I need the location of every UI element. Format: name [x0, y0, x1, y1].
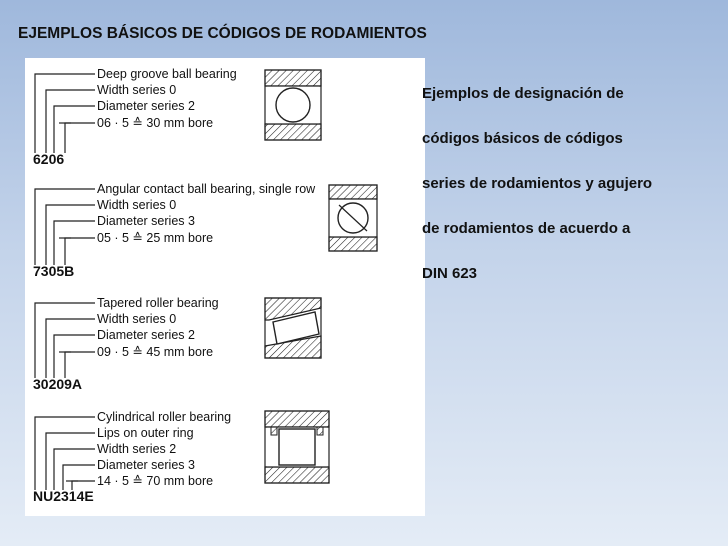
example-30209a-diameter-label: Diameter series 2 [97, 328, 195, 342]
example-nu2314e-width-label: Width series 2 [97, 442, 177, 456]
example-nu2314e-lips-label: Lips on outer ring [97, 426, 194, 440]
leader-line [54, 449, 95, 490]
description-line: series de rodamientos y agujero [422, 175, 653, 192]
angular-contact-ball-bearing-icon [329, 185, 377, 251]
leader-line [46, 205, 95, 265]
leader-line [54, 221, 95, 265]
leader-line [65, 352, 95, 378]
deep-groove-ball-bearing-icon [265, 70, 321, 140]
cylindrical-roller-bearing-icon [265, 411, 329, 483]
example-6206-diameter-label: Diameter series 2 [97, 99, 195, 113]
example-30209a-bore-label: 09 · 5 ≙ 45 mm bore [97, 345, 214, 359]
example-6206-type-label: Deep groove ball bearing [97, 67, 237, 81]
description-line: DIN 623 [422, 265, 478, 282]
example-6206-bore-label: 06 · 5 ≙ 30 mm bore [97, 116, 214, 130]
example-nu2314e [35, 417, 95, 490]
bearing-code-diagram [25, 58, 425, 516]
description-line: códigos básicos de códigos [422, 130, 623, 147]
leader-line [46, 319, 95, 378]
tapered-roller-bearing-icon [265, 298, 321, 358]
example-nu2314e-diameter-label: Diameter series 3 [97, 458, 195, 472]
example-7305b-width-label: Width series 0 [97, 198, 177, 212]
description-line: Ejemplos de designación de [422, 85, 624, 102]
example-30209a [35, 303, 95, 378]
description-text [422, 84, 722, 309]
example-6206 [35, 74, 95, 153]
leader-line [65, 238, 95, 265]
leader-line [46, 90, 95, 153]
example-30209a-width-label: Width series 0 [97, 312, 177, 326]
example-30209a-code: 30209A [33, 376, 83, 392]
slide-title: EJEMPLOS BÁSICOS DE CÓDIGOS DE RODAMIENTOS [18, 25, 427, 42]
example-7305b-diameter-label: Diameter series 3 [97, 214, 195, 228]
leader-line [63, 465, 95, 490]
example-nu2314e-code: NU2314E [33, 488, 94, 504]
example-6206-code: 6206 [33, 151, 65, 167]
example-nu2314e-bore-label: 14 · 5 ≙ 70 mm bore [97, 474, 214, 488]
example-7305b-code: 7305B [33, 263, 75, 279]
leader-line [35, 417, 95, 490]
example-7305b-type-label: Angular contact ball bearing, single row [97, 182, 316, 196]
example-7305b [35, 189, 95, 265]
bearing-examples-panel [25, 58, 425, 516]
example-nu2314e-type-label: Cylindrical roller bearing [97, 410, 232, 424]
example-7305b-bore-label: 05 · 5 ≙ 25 mm bore [97, 231, 214, 245]
leader-line [65, 123, 95, 153]
example-6206-width-label: Width series 0 [97, 83, 177, 97]
description-line: de rodamientos de acuerdo a [422, 220, 631, 237]
example-30209a-type-label: Tapered roller bearing [97, 296, 219, 310]
leader-line [54, 335, 95, 378]
leader-line [54, 106, 95, 153]
